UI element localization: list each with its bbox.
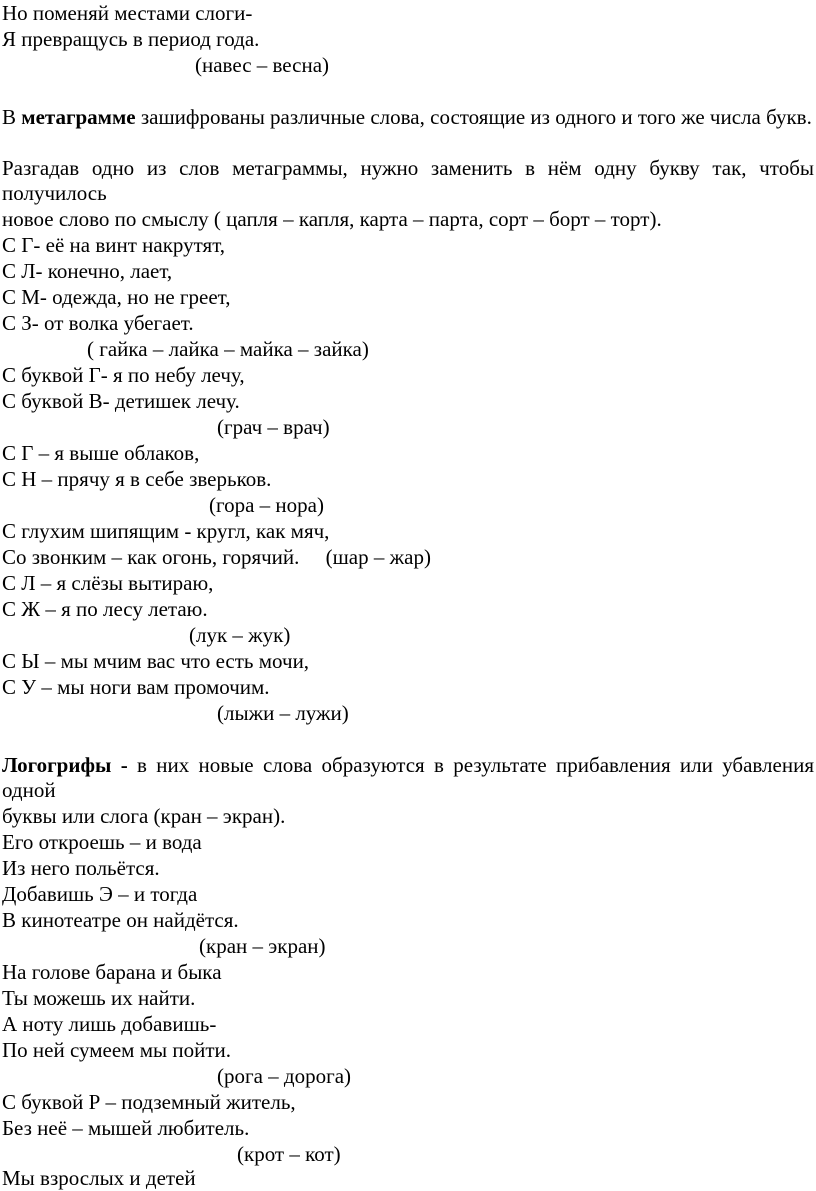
riddle-line: Из него польётся. bbox=[2, 856, 160, 880]
riddle-line: С Л – я слёзы вытираю, bbox=[2, 571, 214, 595]
definition-text: в них новые слова образуются в результате прибавления или убавления одной bbox=[2, 753, 814, 802]
riddle-line-with-answer: Со звонким – как огонь, горячий. (шар – жар) bbox=[2, 545, 431, 569]
riddle-line: С Ы – мы мчим вас что есть мочи, bbox=[2, 649, 310, 673]
riddle-line: С З- от волка убегает. bbox=[2, 311, 194, 335]
riddle-answer: (навес – весна) bbox=[195, 53, 330, 77]
riddle-line: С Н – прячу я в себе зверьков. bbox=[2, 467, 272, 491]
riddle-line: Добавишь Э – и тогда bbox=[2, 882, 198, 906]
riddle-line: С глухим шипящим - кругл, как мяч, bbox=[2, 519, 330, 543]
riddle-line: На голове барана и быка bbox=[2, 960, 222, 984]
riddle-line: А ноту лишь добавишь- bbox=[2, 1012, 217, 1036]
riddle-line: По ней сумеем мы пойти. bbox=[2, 1038, 231, 1062]
riddle-answer: (гора – нора) bbox=[209, 493, 324, 517]
riddle-line: С У – мы ноги вам промочим. bbox=[2, 675, 270, 699]
riddle-line: С буквой Р – подземный житель, bbox=[2, 1090, 296, 1114]
logogriph-examples: буквы или слога (кран – экран). bbox=[2, 804, 286, 828]
riddle-answer: (лук – жук) bbox=[189, 623, 291, 647]
riddle-line: С буквой Г- я по небу лечу, bbox=[2, 363, 245, 387]
riddle-line: С Ж – я по лесу летаю. bbox=[2, 597, 208, 621]
riddle-line: С Г- её на винт накрутят, bbox=[2, 233, 226, 257]
riddle-line: Его откроешь – и вода bbox=[2, 830, 202, 854]
definition-text: зашифрованы различные слова, состоящие из одного и того же числа букв. bbox=[135, 105, 812, 129]
riddle-line: Ты можешь их найти. bbox=[2, 986, 196, 1010]
metagram-term: метаграмме bbox=[21, 105, 136, 129]
logogriph-definition bbox=[2, 753, 814, 803]
logogriph-term: Логогрифы - bbox=[2, 753, 128, 777]
riddle-line: С Г – я выше облаков, bbox=[2, 441, 200, 465]
metagram-examples: новое слово по смыслу ( цапля – капля, карта – парта, сорт – борт – торт). bbox=[2, 207, 662, 231]
metagram-explanation: Разгадав одно из слов метаграммы, нужно заменить в нём одну букву так, чтобы получилось bbox=[2, 156, 814, 205]
riddle-line: В кинотеатре он найдётся. bbox=[2, 908, 239, 932]
riddle-line: С Л- конечно, лает, bbox=[2, 259, 173, 283]
definition-prefix: В bbox=[2, 105, 22, 129]
riddle-answer: (грач – врач) bbox=[217, 415, 330, 439]
riddle-line: С буквой В- детишек лечу. bbox=[2, 389, 240, 413]
riddle-answer: ( гайка – лайка – майка – зайка) bbox=[87, 337, 369, 361]
metagram-definition bbox=[2, 105, 814, 130]
riddle-answer: (лыжи – лужи) bbox=[217, 701, 349, 725]
riddle-line: С М- одежда, но не греет, bbox=[2, 285, 231, 309]
riddle-line: Я превращусь в период года. bbox=[2, 27, 260, 51]
riddle-answer: (кран – экран) bbox=[199, 934, 326, 958]
riddle-line: Мы взрослых и детей bbox=[2, 1166, 196, 1190]
riddle-line: Но поменяй местами слоги- bbox=[2, 1, 253, 25]
riddle-answer: (крот – кот) bbox=[237, 1142, 341, 1166]
riddle-answer: (рога – дорога) bbox=[217, 1064, 352, 1088]
riddle-line: Без неё – мышей любитель. bbox=[2, 1116, 250, 1140]
